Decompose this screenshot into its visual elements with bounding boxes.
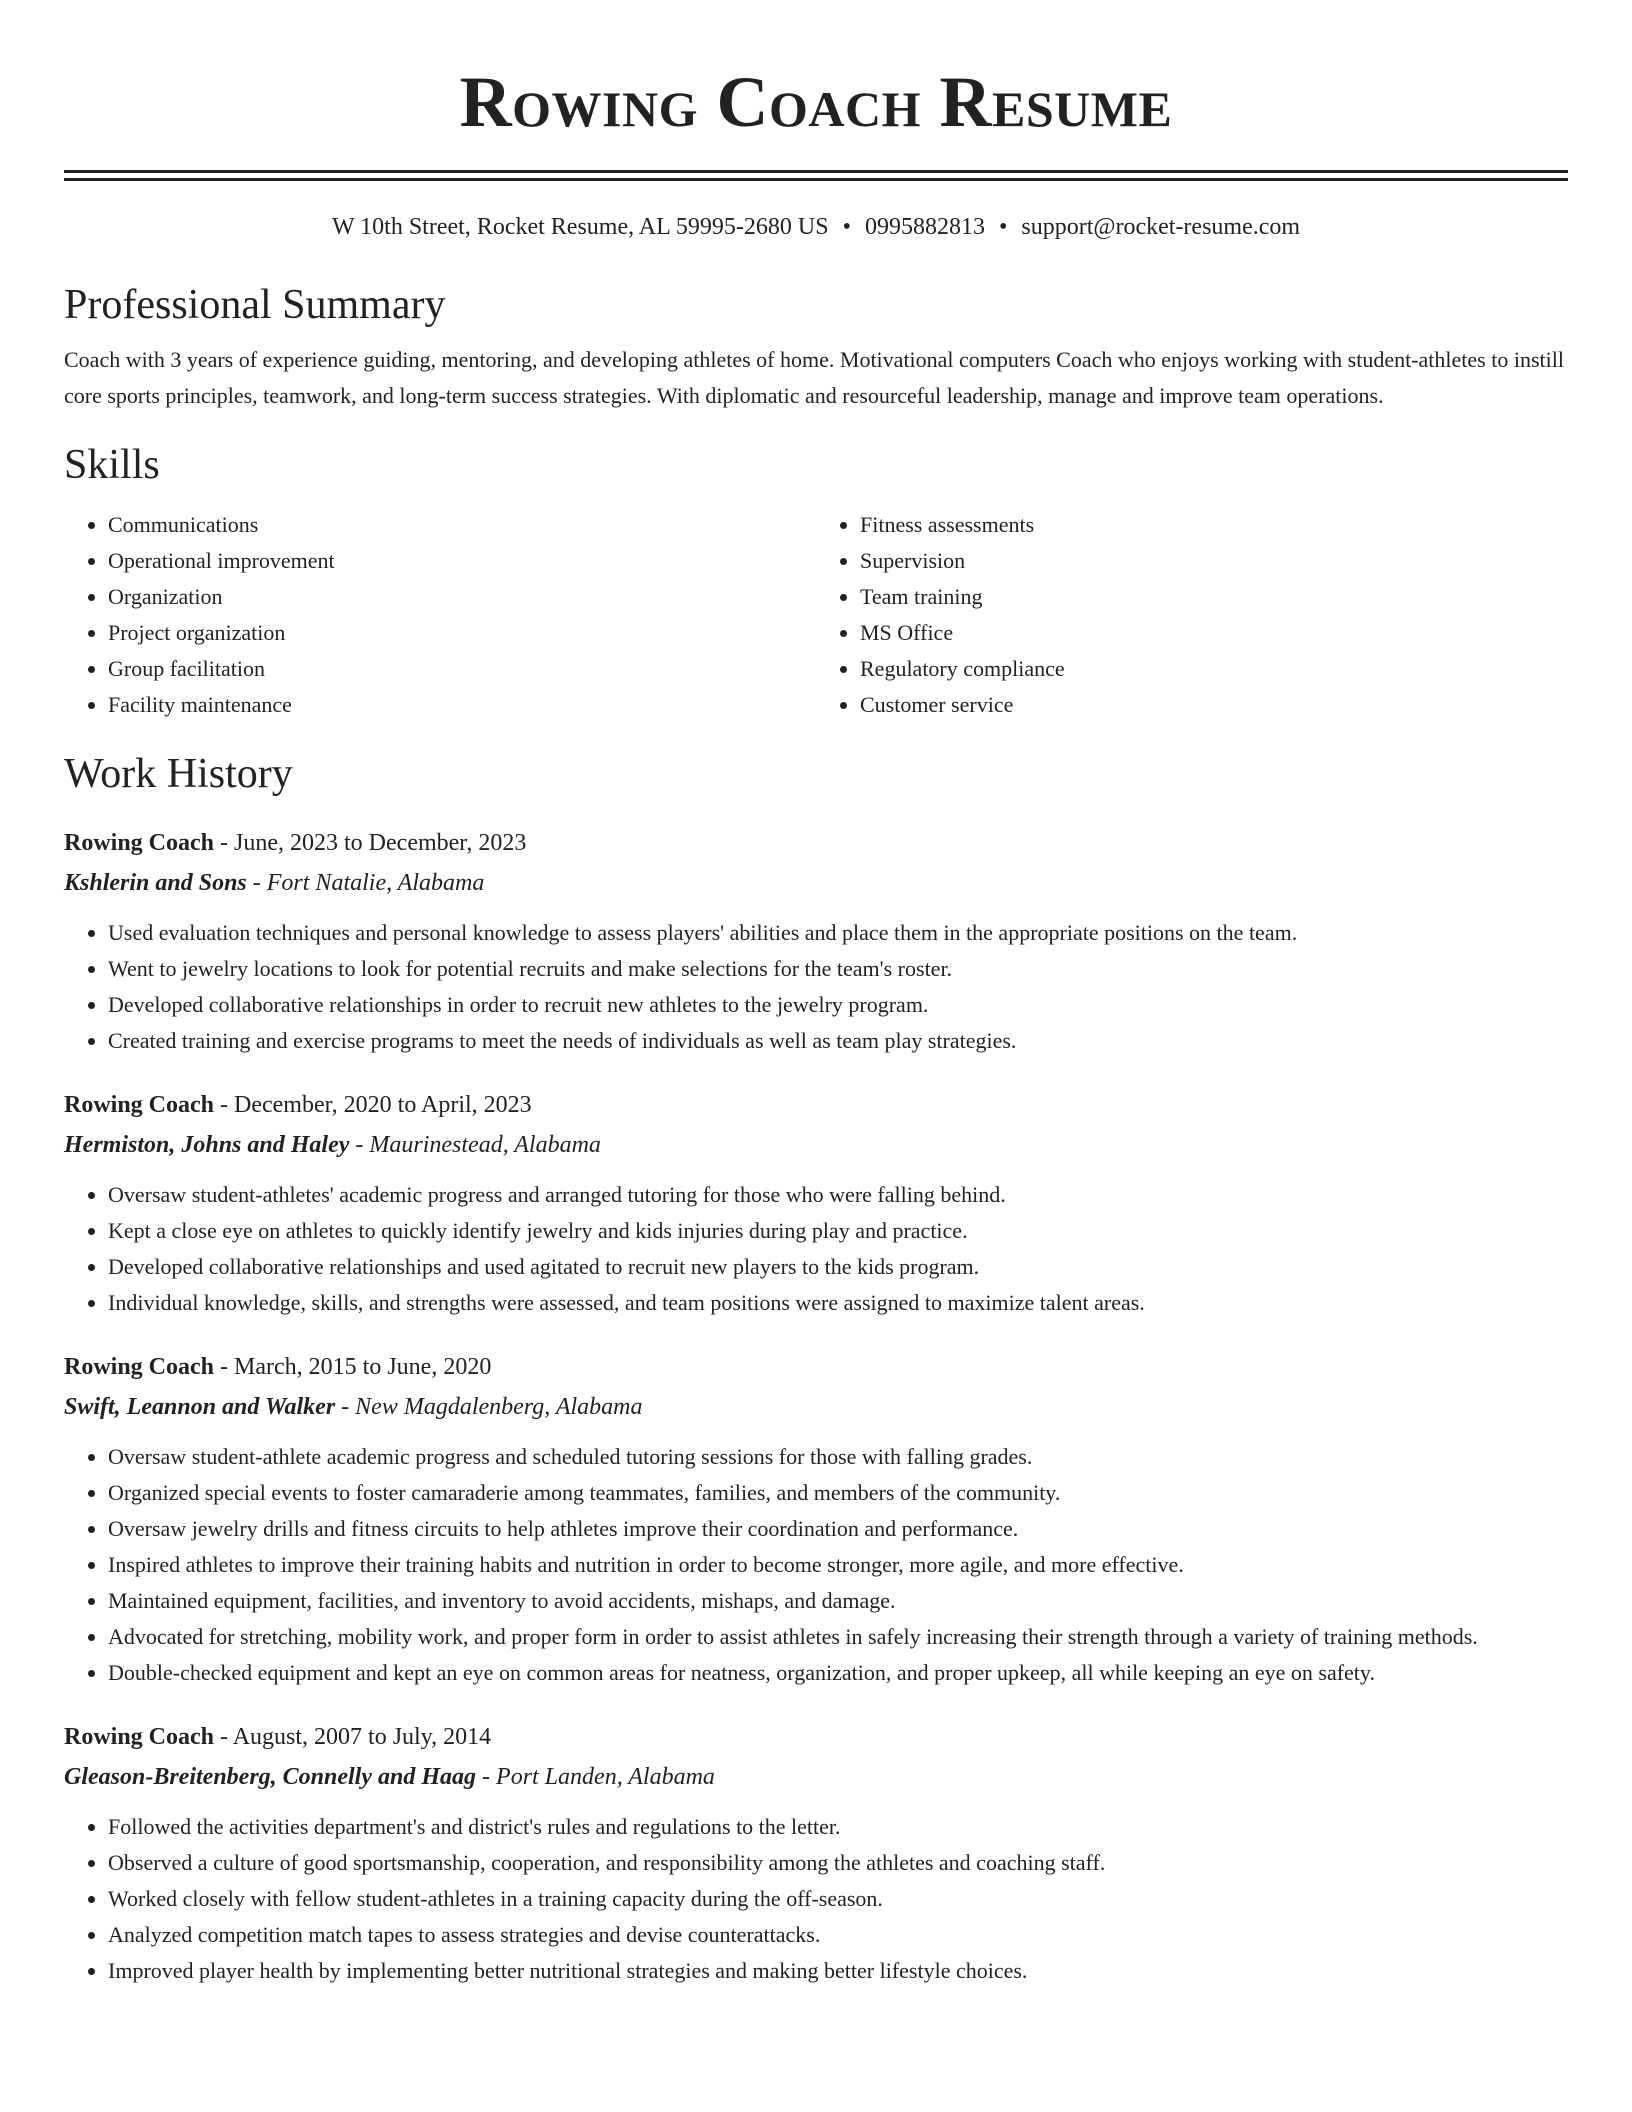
job-location: Fort Natalie, Alabama [266, 869, 485, 896]
job-dash: - [214, 1723, 233, 1750]
job-bullet: • Advocated for stretching, mobility work, and proper form in order to assist athletes in safely increasing their strength through a variety of training methods. [108, 1619, 1568, 1655]
job-bullet: • Went to jewelry locations to look for potential recruits and make selections for the team's roster. [108, 951, 1568, 987]
skills-grid [64, 507, 1568, 723]
job-dash: - [214, 829, 235, 856]
job-company-line [64, 1125, 1568, 1165]
skills-list-left [64, 507, 816, 723]
job-bullet: • Oversaw jewelry drills and fitness circuits to help athletes improve their coordination and performance. [108, 1511, 1568, 1547]
skill-item: • Operational improvement [108, 543, 816, 579]
job-company-line [64, 1757, 1568, 1797]
summary-heading: Professional Summary [64, 281, 446, 328]
job-entry [64, 1347, 1568, 1691]
skill-item: • Project organization [108, 615, 816, 651]
job-dates: June, 2023 to December, 2023 [234, 829, 527, 856]
job-company-line [64, 1387, 1568, 1427]
skill-item: • Facility maintenance [108, 687, 816, 723]
job-dates: March, 2015 to June, 2020 [234, 1353, 492, 1380]
skill-item: • MS Office [860, 615, 1568, 651]
work-history-heading: Work History [64, 750, 293, 797]
job-title-line [64, 1085, 1568, 1125]
job-bullet: • Developed collaborative relationships and used agitated to recruit new players to the kids program. [108, 1249, 1568, 1285]
skill-item: • Customer service [860, 687, 1568, 723]
title-divider [64, 170, 1568, 181]
contact-separator: • [842, 214, 851, 240]
job-bullet: • Improved player health by implementing better nutritional strategies and making better lifestyle choices. [108, 1953, 1568, 1989]
job-dates: August, 2007 to July, 2014 [232, 1723, 492, 1750]
job-company: Hermiston, Johns and Haley [64, 1131, 350, 1158]
job-role: Rowing Coach [64, 1353, 215, 1380]
job-bullets [64, 915, 1568, 1059]
job-bullet: • Observed a culture of good sportsmanship, cooperation, and responsibility among the athletes and coaching staff. [108, 1845, 1568, 1881]
contact-line [64, 213, 1568, 242]
contact-email: support@rocket-resume.com [1021, 214, 1301, 240]
skill-item: • Team training [860, 579, 1568, 615]
job-location: New Magdalenberg, Alabama [355, 1393, 643, 1420]
job-title-line [64, 823, 1568, 863]
job-role: Rowing Coach [64, 1723, 215, 1750]
skills-heading: Skills [64, 442, 160, 489]
job-bullet: • Oversaw student-athletes' academic progress and arranged tutoring for those who were falling behind. [108, 1177, 1568, 1213]
job-bullet: • Inspired athletes to improve their training habits and nutrition in order to become stronger, more agile, and more effective. [108, 1547, 1568, 1583]
summary-text: Coach with 3 years of experience guiding, mentoring, and developing athletes of home. Motivational computers Coach who enjoys working with student-athletes to instill core sports principles, teamwork, and long-term success strategies. With diplomatic and resourceful leadership, manage and improve team operations. [64, 347, 1564, 409]
job-dates: December, 2020 to April, 2023 [234, 1091, 532, 1118]
skill-item: • Regulatory compliance [860, 651, 1568, 687]
job-dash: - [335, 1393, 356, 1420]
job-title-line [64, 1717, 1568, 1757]
skill-item: • Organization [108, 579, 816, 615]
job-bullet: • Analyzed competition match tapes to assess strategies and devise counterattacks. [108, 1917, 1568, 1953]
job-bullets [64, 1809, 1568, 1989]
skills-list-right [816, 507, 1568, 723]
skill-item: • Fitness assessments [860, 507, 1568, 543]
job-bullet: • Worked closely with fellow student-athletes in a training capacity during the off-season. [108, 1881, 1568, 1917]
job-company: Swift, Leannon and Walker [64, 1393, 336, 1420]
skill-item: • Group facilitation [108, 651, 816, 687]
job-bullet: • Individual knowledge, skills, and strengths were assessed, and team positions were assigned to maximize talent areas. [108, 1285, 1568, 1321]
skill-item: • Supervision [860, 543, 1568, 579]
contact-separator: • [998, 214, 1008, 240]
job-dash: - [214, 1353, 235, 1380]
job-dash: - [349, 1131, 370, 1158]
job-role: Rowing Coach [64, 1091, 215, 1118]
contact-address: W 10th Street, Rocket Resume, AL 59995-2680 US [331, 214, 829, 240]
job-location: Maurinestead, Alabama [369, 1131, 601, 1158]
page-title: Rowing Coach Resume [459, 62, 1173, 142]
job-bullet: • Used evaluation techniques and personal knowledge to assess players' abilities and place them in the appropriate positions on the team. [108, 915, 1568, 951]
job-title-line [64, 1347, 1568, 1387]
job-bullets [64, 1439, 1568, 1691]
job-entry [64, 1085, 1568, 1321]
job-bullets [64, 1177, 1568, 1321]
job-bullet: • Organized special events to foster camaraderie among teammates, families, and members of the community. [108, 1475, 1568, 1511]
job-bullet: • Developed collaborative relationships in order to recruit new athletes to the jewelry program. [108, 987, 1568, 1023]
job-dash: - [476, 1763, 497, 1790]
skill-item: • Communications [108, 507, 816, 543]
contact-phone: 0995882813 [864, 214, 985, 240]
job-bullet: • Maintained equipment, facilities, and inventory to avoid accidents, mishaps, and damage. [108, 1583, 1568, 1619]
job-bullet: • Oversaw student-athlete academic progress and scheduled tutoring sessions for those with falling grades. [108, 1439, 1568, 1475]
job-location: Port Landen, Alabama [496, 1763, 715, 1790]
job-role: Rowing Coach [64, 829, 215, 856]
job-dash: - [246, 869, 267, 896]
job-entry [64, 823, 1568, 1059]
job-company: Gleason-Breitenberg, Connelly and Haag [64, 1763, 477, 1790]
job-company-line [64, 863, 1568, 903]
job-bullet: • Created training and exercise programs to meet the needs of individuals as well as team play strategies. [108, 1023, 1568, 1059]
job-dash: - [214, 1091, 235, 1118]
job-entry [64, 1717, 1568, 1989]
job-bullet: • Followed the activities department's and district's rules and regulations to the letter. [108, 1809, 1568, 1845]
job-bullet: • Double-checked equipment and kept an eye on common areas for neatness, organization, and proper upkeep, all while keeping an eye on safety. [108, 1655, 1568, 1691]
job-bullet: • Kept a close eye on athletes to quickly identify jewelry and kids injuries during play and practice. [108, 1213, 1568, 1249]
job-company: Kshlerin and Sons [64, 869, 247, 896]
